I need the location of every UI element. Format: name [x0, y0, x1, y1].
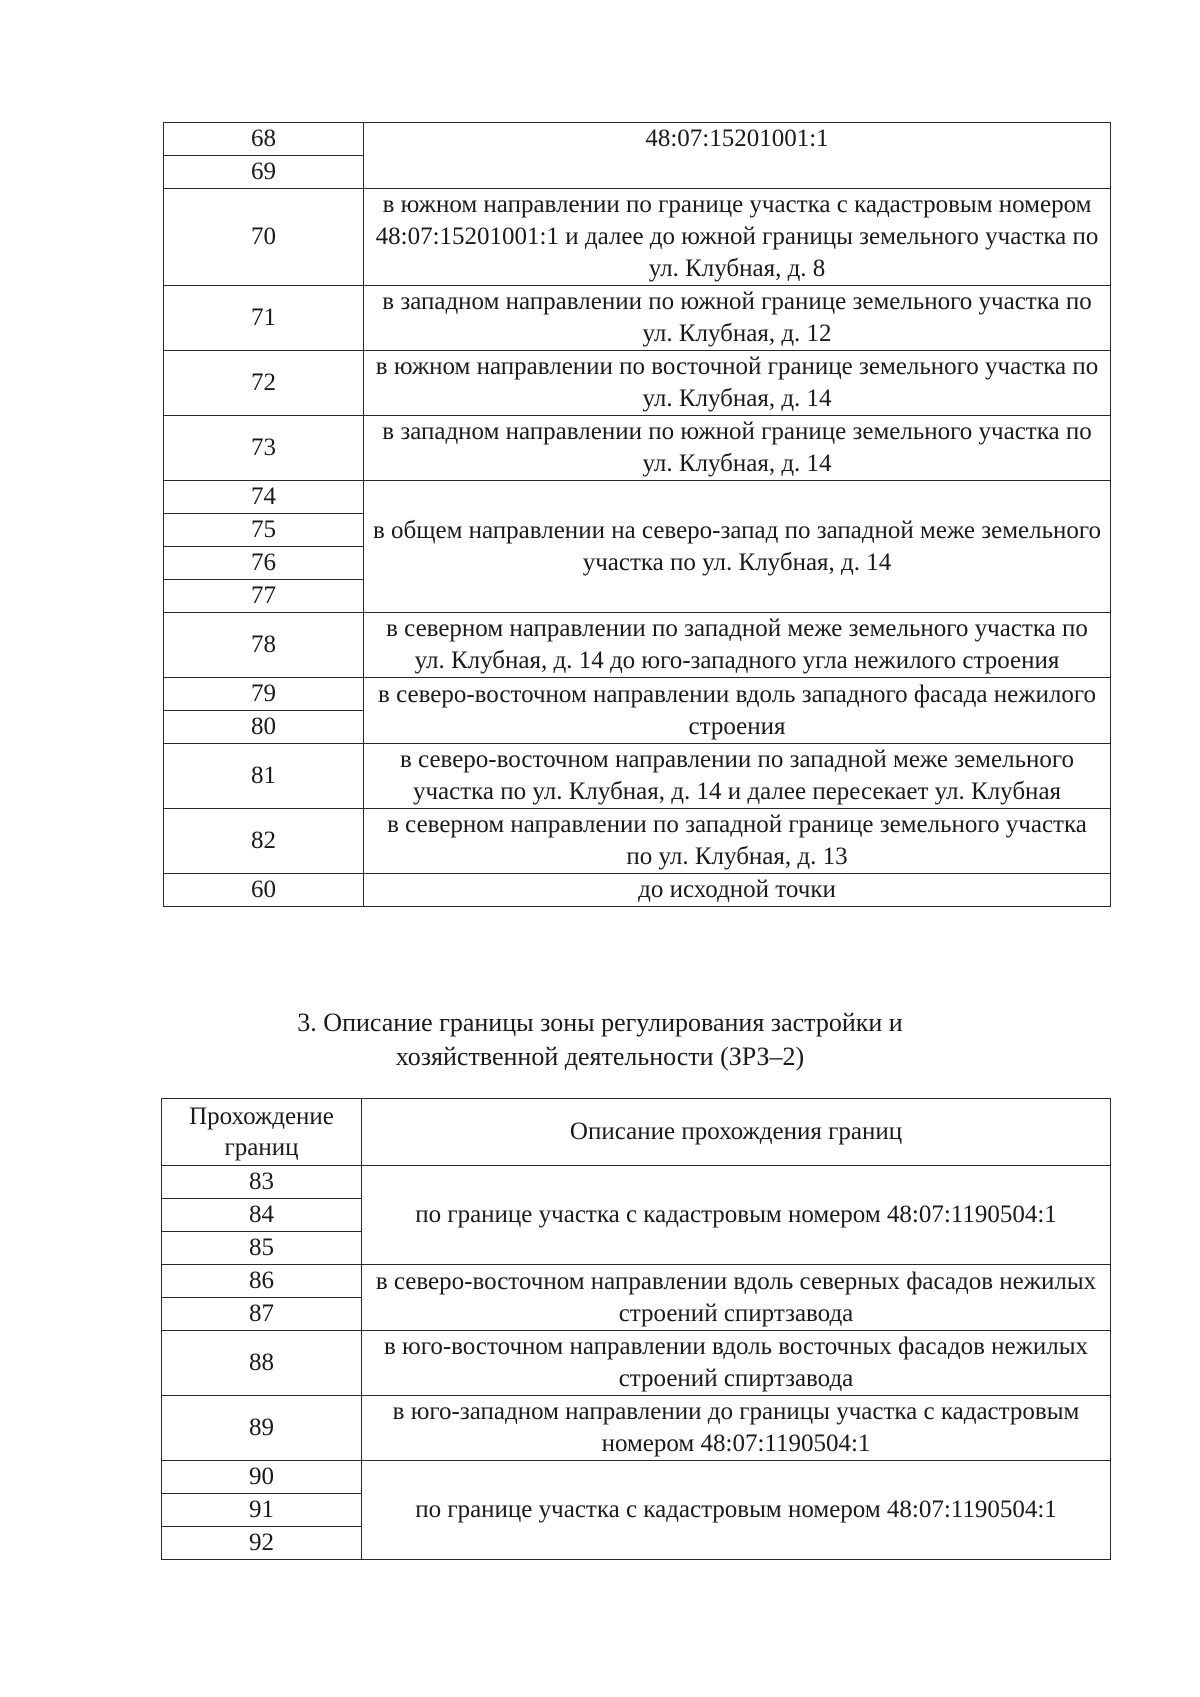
boundary-description: в юго-западном направлении до границы участка с кадастровым номером 48:07:1190504:1 — [362, 1396, 1111, 1461]
boundary-description: в юго-восточном направлении вдоль восточных фасадов нежилых строений спиртзавода — [362, 1331, 1111, 1396]
boundary-description: в северо-восточном направлении вдоль северных фасадов нежилых строений спиртзавода — [362, 1265, 1111, 1331]
point-number: 60 — [164, 874, 364, 907]
boundary-table-continued — [163, 122, 1111, 907]
table-row — [164, 481, 1111, 514]
boundary-description: до исходной точки — [364, 874, 1111, 907]
table-row — [164, 286, 1111, 351]
point-number: 84 — [162, 1199, 362, 1232]
table-row — [162, 1461, 1111, 1494]
table-row — [164, 678, 1111, 711]
point-number: 69 — [164, 156, 364, 189]
boundary-description: по границе участка с кадастровым номером 48:07:1190504:1 — [362, 1461, 1111, 1560]
table-row — [164, 613, 1111, 678]
point-number: 89 — [162, 1396, 362, 1461]
point-number: 70 — [164, 189, 364, 286]
point-number: 75 — [164, 514, 364, 547]
point-number: 77 — [164, 580, 364, 613]
point-number: 79 — [164, 678, 364, 711]
header-description-column: Описание прохождения границ — [362, 1099, 1111, 1166]
point-number: 85 — [162, 1232, 362, 1265]
boundary-description: 48:07:15201001:1 — [364, 123, 1111, 189]
point-number: 87 — [162, 1298, 362, 1331]
boundary-description: в южном направлении по границе участка с кадастровым номером 48:07:15201001:1 и далее до южной границы земельного участка по ул. Клубная, д. 8 — [364, 189, 1111, 286]
boundary-table-body — [164, 123, 1111, 907]
table-row — [162, 1166, 1111, 1199]
point-number: 72 — [164, 351, 364, 416]
table-row — [164, 123, 1111, 156]
table-row — [164, 809, 1111, 874]
boundary-description: в общем направлении на северо-запад по западной меже земельного участка по ул. Клубная, д. 14 — [364, 481, 1111, 613]
table-row — [164, 744, 1111, 809]
boundary-description: в западном направлении по южной границе земельного участка по ул. Клубная, д. 12 — [364, 286, 1111, 351]
table-row — [162, 1265, 1111, 1298]
boundary-description: в северном направлении по западной меже земельного участка по ул. Клубная, д. 14 до юго-западного угла нежилого строения — [364, 613, 1111, 678]
table-row — [164, 351, 1111, 416]
point-number: 74 — [164, 481, 364, 514]
boundary-description: в северо-восточном направлении по западной меже земельного участка по ул. Клубная, д. 14 и далее пересекает ул. Клубная — [364, 744, 1111, 809]
point-number: 82 — [164, 809, 364, 874]
zrz2-boundary-table — [161, 1098, 1111, 1560]
point-number: 80 — [164, 711, 364, 744]
section-heading — [0, 1006, 1200, 1074]
header-points-column: Прохождение границ — [162, 1099, 362, 1166]
point-number: 86 — [162, 1265, 362, 1298]
table-row — [164, 874, 1111, 907]
section-heading-line-1: 3. Описание границы зоны регулирования застройки и — [297, 1008, 903, 1037]
table-header-row — [162, 1099, 1111, 1166]
boundary-description: по границе участка с кадастровым номером 48:07:1190504:1 — [362, 1166, 1111, 1265]
boundary-description: в западном направлении по южной границе земельного участка по ул. Клубная, д. 14 — [364, 416, 1111, 481]
table-row — [162, 1396, 1111, 1461]
point-number: 68 — [164, 123, 364, 156]
point-number: 78 — [164, 613, 364, 678]
boundary-description: в южном направлении по восточной границе земельного участка по ул. Клубная, д. 14 — [364, 351, 1111, 416]
point-number: 83 — [162, 1166, 362, 1199]
table-row — [164, 416, 1111, 481]
boundary-description: в северо-восточном направлении вдоль западного фасада нежилого строения — [364, 678, 1111, 744]
point-number: 92 — [162, 1527, 362, 1560]
point-number: 76 — [164, 547, 364, 580]
point-number: 73 — [164, 416, 364, 481]
boundary-description: в северном направлении по западной границе земельного участка по ул. Клубная, д. 13 — [364, 809, 1111, 874]
table-row — [164, 189, 1111, 286]
section-heading-line-2: хозяйственной деятельности (ЗРЗ–2) — [395, 1042, 805, 1071]
point-number: 81 — [164, 744, 364, 809]
point-number: 71 — [164, 286, 364, 351]
zrz2-table-body — [162, 1166, 1111, 1560]
point-number: 88 — [162, 1331, 362, 1396]
table-row — [162, 1331, 1111, 1396]
point-number: 91 — [162, 1494, 362, 1527]
point-number: 90 — [162, 1461, 362, 1494]
